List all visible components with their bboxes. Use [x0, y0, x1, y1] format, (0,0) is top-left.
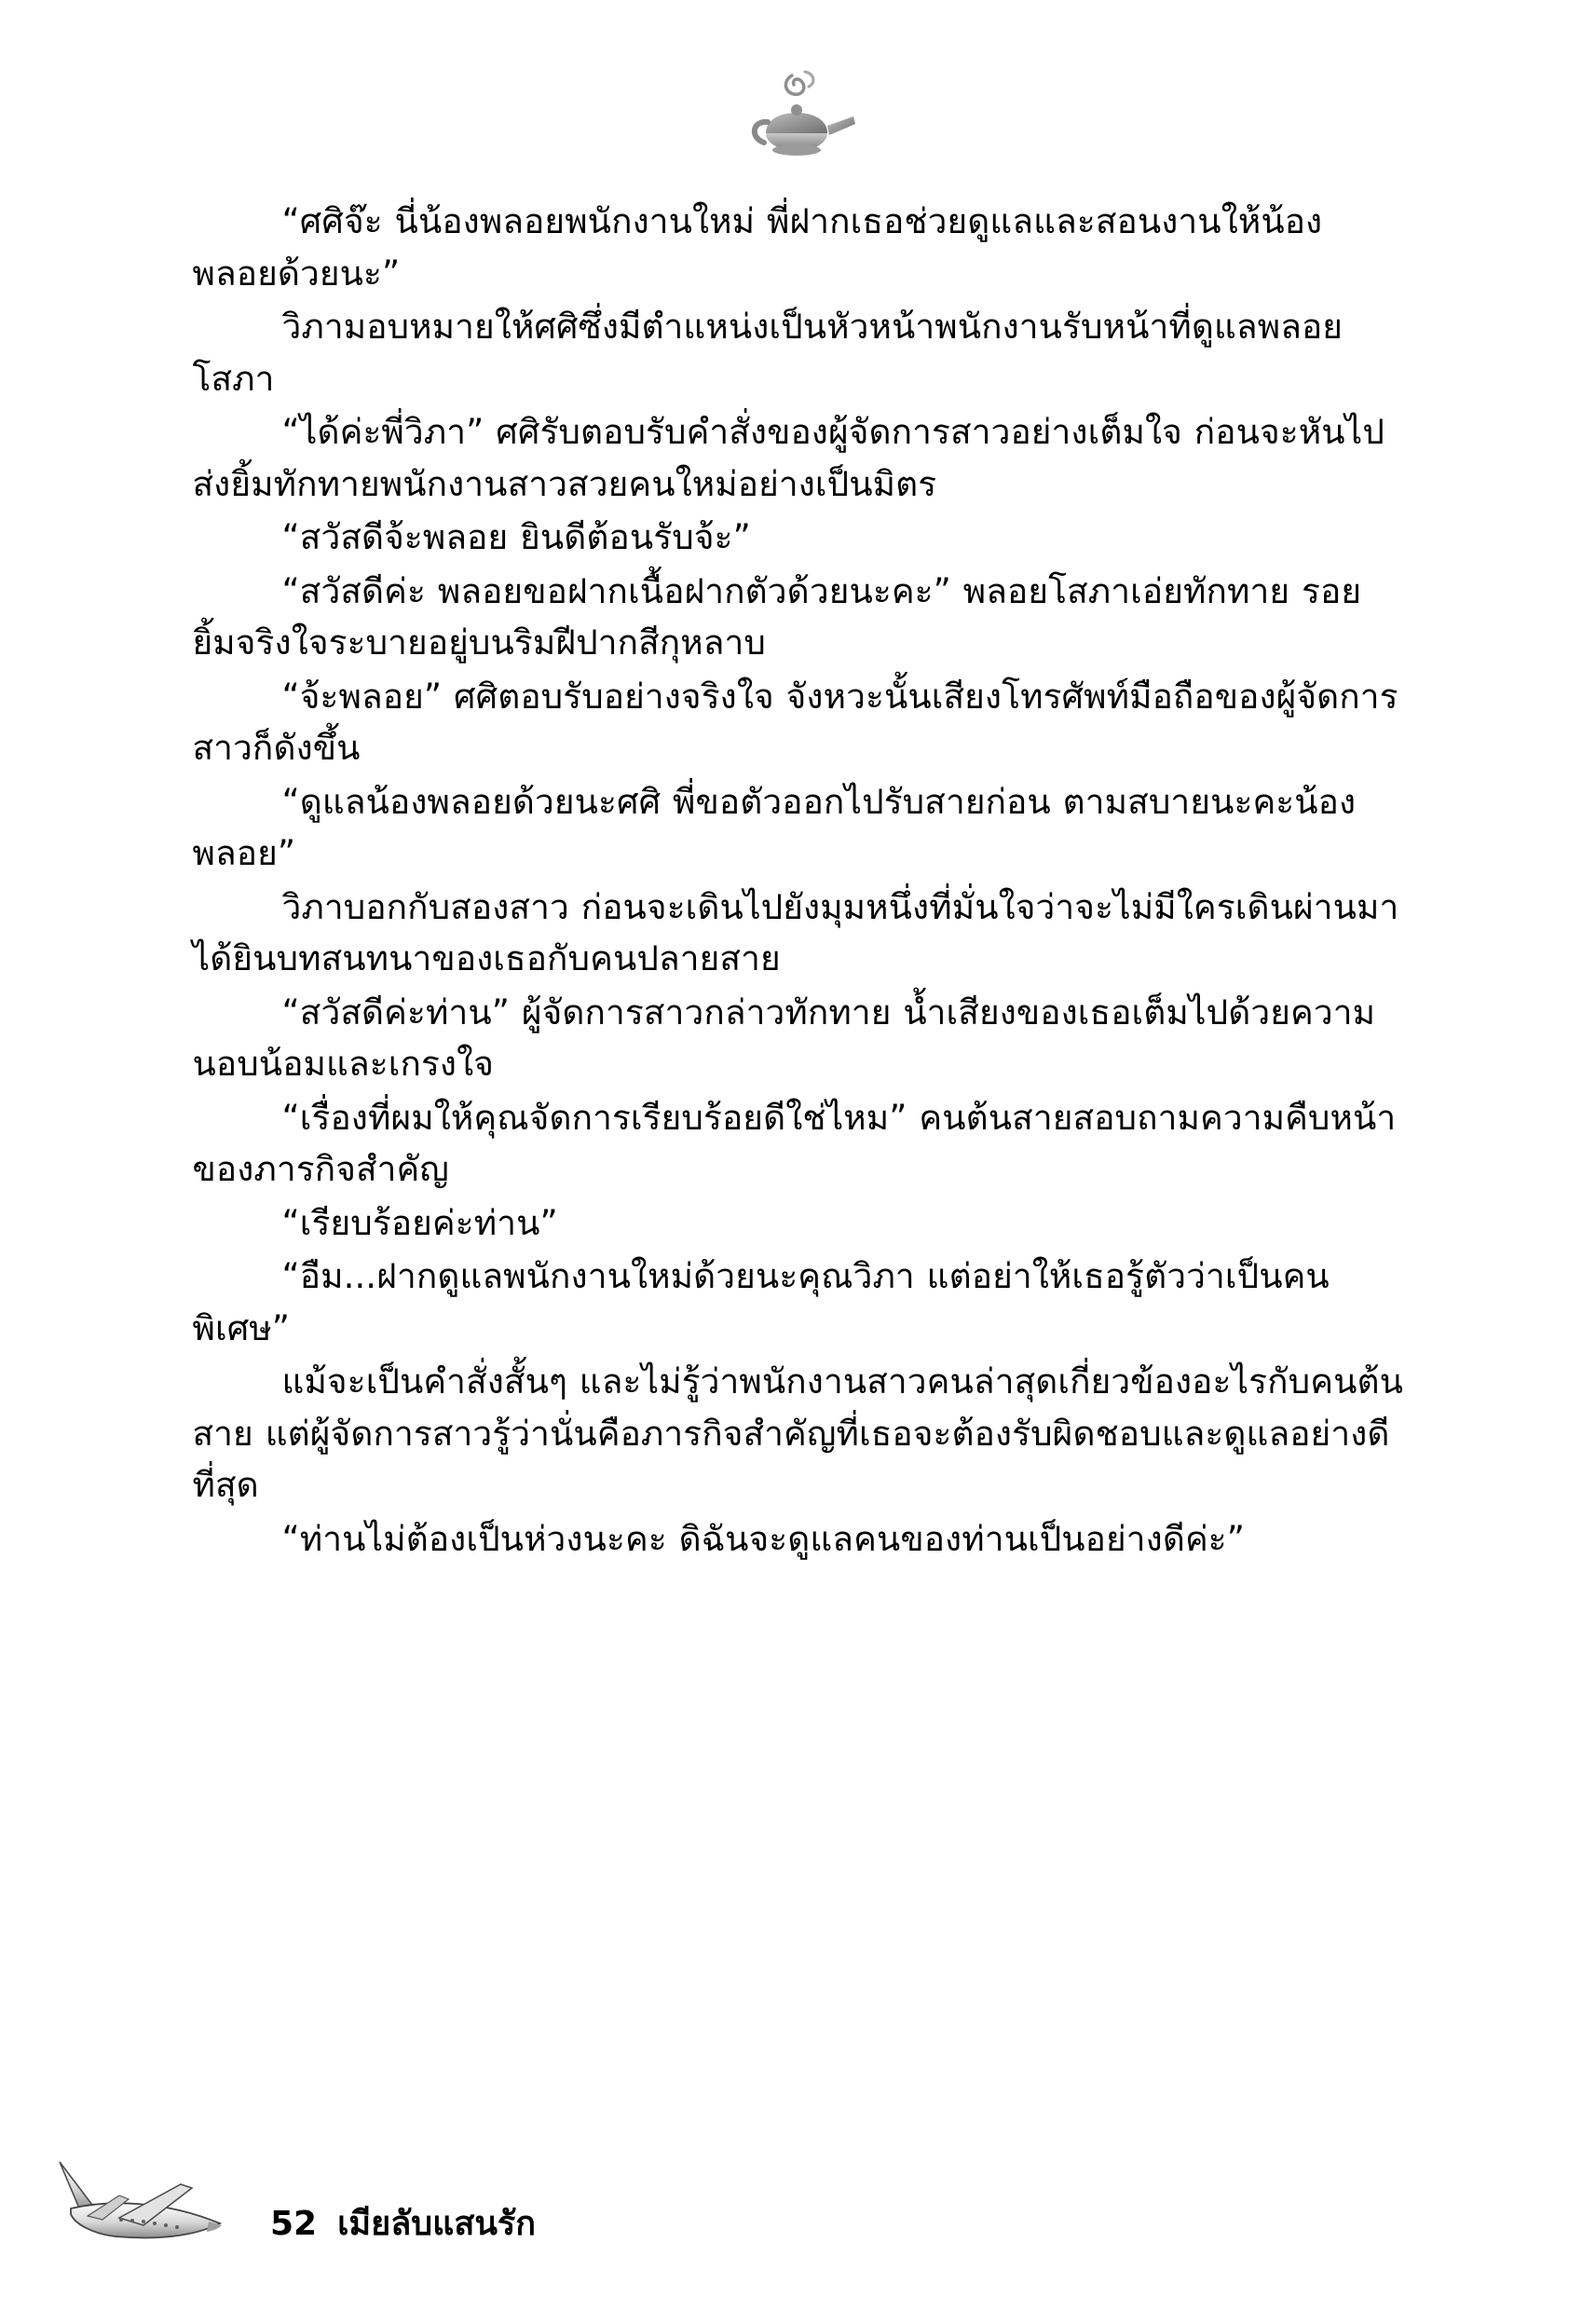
paragraph: “สวัสดีค่ะ พลอยขอฝากเนื้อฝากตัวด้วยนะคะ” พลอยโสภาเอ่ยทักทาย รอยยิ้มจริงใจระบายอยู่บนริมฝีปากสีกุหลาบ: [192, 570, 1362, 663]
oil-lamp-ornament: [0, 65, 1596, 168]
page-footer: [0, 2125, 1596, 2311]
page-number: 52: [270, 2205, 318, 2243]
paragraph: “ได้ค่ะพี่วิภา” ศศิรับตอบรับคำสั่งของผู้จัดการสาวอย่างเต็มใจ ก่อนจะหันไปส่งยิ้มทักทายพนักงานสาวสวยคนใหม่อย่างเป็นมิตร: [192, 412, 1385, 504]
paragraph: “ดูแลน้องพลอยด้วยนะศศิ พี่ขอตัวออกไปรับสายก่อน ตามสบายนะคะน้องพลอย”: [192, 781, 1357, 873]
paragraph: แม้จะเป็นคำสั่งสั้นๆ และไม่รู้ว่าพนักงานสาวคนล่าสุดเกี่ยวข้องอะไรกับคนต้นสาย แต่ผู้จัดการสาวรู้ว่านั่นคือภารกิจสำคัญที่เธอจะต้องรับผิดชอบและดูแลอย่างดีที่สุด: [192, 1361, 1403, 1505]
paragraph: “จ้ะพลอย” ศศิตอบรับอย่างจริงใจ จังหวะนั้นเสียงโทรศัพท์มือถือของผู้จัดการสาวก็ดังขึ้น: [192, 676, 1398, 768]
paragraph: “ศศิจ๊ะ นี่น้องพลอยพนักงานใหม่ พี่ฝากเธอช่วยดูแลและสอนงานให้น้องพลอยด้วยนะ”: [192, 201, 1323, 294]
paragraph: “อืม...ฝากดูแลพนักงานใหม่ด้วยนะคุณวิภา แต่อย่าให้เธอรู้ตัวว่าเป็นคนพิเศษ”: [192, 1256, 1330, 1348]
paragraph: “เรียบร้อยค่ะท่าน”: [281, 1202, 558, 1243]
footer-label: [270, 2196, 536, 2249]
airplane-icon: [54, 2156, 240, 2263]
paragraph: วิภาบอกกับสองสาว ก่อนจะเดินไปยังมุมหนึ่งที่มั่นใจว่าจะไม่มีใครเดินผ่านมาได้ยินบทสนทนาของเธอกับคนปลายสาย: [192, 886, 1399, 978]
paragraph: “ท่านไม่ต้องเป็นห่วงนะคะ ดิฉันจะดูแลคนของท่านเป็นอย่างดีค่ะ”: [281, 1518, 1246, 1559]
paragraph: “สวัสดีค่ะท่าน” ผู้จัดการสาวกล่าวทักทาย น้ำเสียงของเธอเต็มไปด้วยความนอบน้อมและเกรงใจ: [192, 991, 1376, 1084]
book-title: เมียลับแสนรัก: [337, 2205, 537, 2243]
paragraph: “สวัสดีจ้ะพลอย ยินดีต้อนรับจ้ะ”: [281, 517, 751, 557]
page-body: [193, 168, 1404, 2311]
paragraph: วิภามอบหมายให้ศศิซึ่งมีตำแหน่งเป็นหัวหน้าพนักงานรับหน้าที่ดูแลพลอยโสภา: [192, 307, 1344, 399]
paragraph: “เรื่องที่ผมให้คุณจัดการเรียบร้อยดีใช่ไหม” คนต้นสายสอบถามความคืบหน้าของภารกิจสำคัญ: [192, 1097, 1397, 1189]
